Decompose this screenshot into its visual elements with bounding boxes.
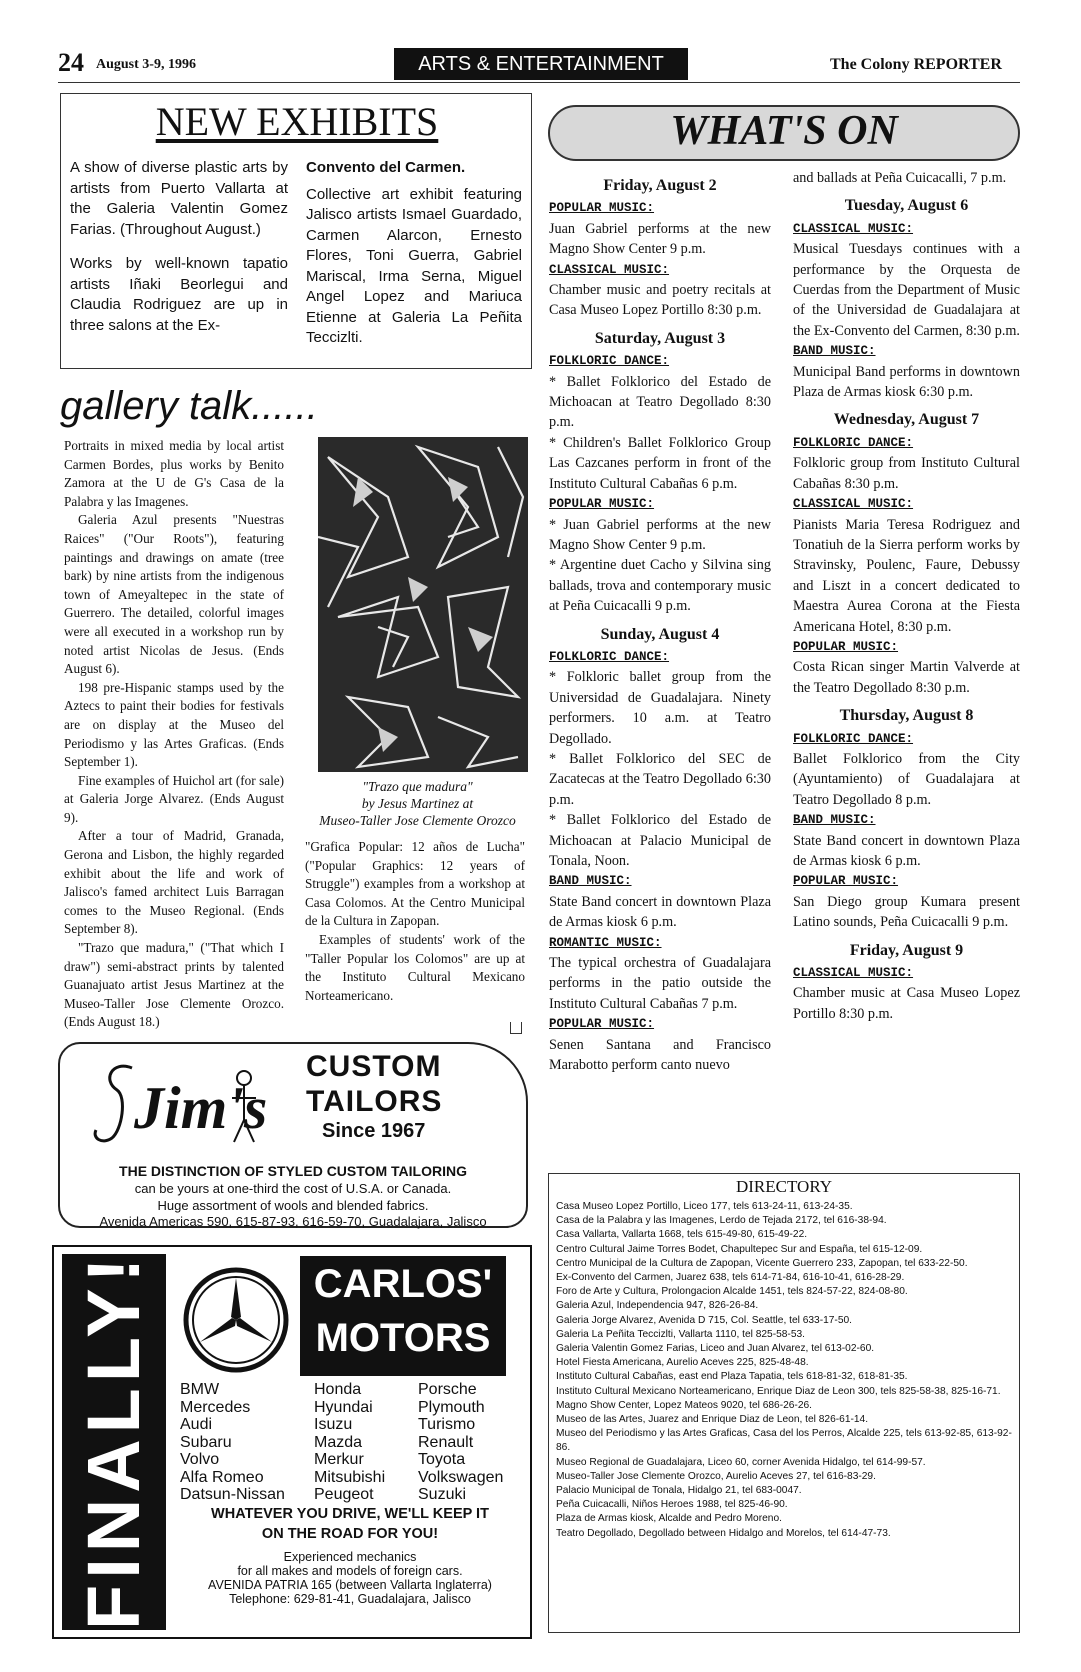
brand-name: Datsun-Nissan (180, 1486, 285, 1503)
brand-name: Honda (314, 1381, 362, 1398)
carlos-name: CARLOS' (313, 1262, 493, 1306)
gallery-talk-heading: gallery talk...... (60, 384, 318, 428)
event-listing: and ballads at Peña Cuicacalli, 7 p.m. (793, 170, 1007, 186)
event-day-heading: Saturday, August 3 (594, 329, 726, 347)
event-day-heading: Friday, August 9 (849, 941, 964, 959)
event-listing: The typical orchestra of Guadalajara performs in the patio outside the Instituto Cultural Cabañas 7 p.m. (549, 955, 771, 1012)
event-category: CLASSICAL MUSIC: (793, 497, 914, 512)
event-day-heading: Friday, August 2 (603, 177, 717, 194)
directory-entry: Plaza de Armas kiosk, Alcalde and Pedro Moreno. (556, 1513, 782, 1525)
event-category: ROMANTIC MUSIC: (549, 935, 662, 950)
mercedes-star-icon (178, 1262, 294, 1378)
caption-line: Museo-Taller Jose Clemente Orozco (319, 813, 516, 828)
brand-name: Subaru (180, 1433, 232, 1451)
tailors-label: TAILORS (306, 1085, 443, 1118)
event-listing: Ballet Folklorico from the City (Ayuntamiento) of Guadalajara at Teatro Degollado 8 p.m. (793, 750, 1020, 808)
directory-entry: Palacio Municipal de Tonala, Hidalgo 21, tel 683-0047. (556, 1485, 802, 1497)
gallery-talk-column-1 (64, 437, 284, 1032)
event-listing: Senen Santana and Francisco Marabotto perform canto nuevo (549, 1036, 771, 1074)
event-listing: * Children's Ballet Folklorico Group Las Cazcanes perform in front of the Instituto Cultural Cabañas 6 p.m. (549, 434, 771, 492)
carlos-tagline: ON THE ROAD FOR YOU! (261, 1526, 439, 1542)
gallery-talk-paragraph: Galeria Azul presents "Nuestras Raices" ("Our Roots"), featuring paintings and drawings on amate (tree bark) by nine artists from the indigenous town of Ameyaltepec in the state of Guerrero. The detailed, colorful images were all executed in a workshop run by noted artist Nicolas de Jesus. (Ends August 6). (64, 512, 284, 677)
directory-entry: Casa de la Palabra y las Imagenes, Lerdo de Tejada 2172, tel 616-38-94. (556, 1215, 887, 1227)
directory-entry: Instituto Cultural Mexicano Norteamericano, Enrique Diaz de Leon 300, tels 825-58-38, 825-16-71. (556, 1385, 1001, 1397)
event-listing: Chamber music and poetry recitals at Casa Museo Lopez Portillo 8:30 p.m. (549, 282, 771, 319)
svg-text:Jim's: Jim's (134, 1075, 268, 1141)
brand-name: Mitsubishi (314, 1468, 386, 1486)
brand-name: Mazda (314, 1433, 363, 1451)
newspaper-name: The Colony REPORTER (830, 56, 1002, 73)
new-exhibits-column-1 (70, 158, 288, 350)
event-category: POPULAR MUSIC: (549, 201, 655, 216)
gallery-talk-column-2 (305, 838, 525, 1005)
brand-name: Toyota (418, 1451, 466, 1468)
event-day-heading: Wednesday, August 7 (833, 411, 980, 429)
event-category: FOLKLORIC DANCE: (793, 435, 914, 450)
whats-on-column-1 (549, 168, 771, 1075)
custom-label: CUSTOM (306, 1050, 442, 1083)
event-listing: * Juan Gabriel performs at the new Magno Show Center 9 p.m. (549, 516, 771, 553)
whats-on-title: WHAT'S ON (670, 108, 898, 154)
new-exhibits-column-2 (306, 158, 522, 363)
brand-name: Alfa Romeo (180, 1468, 264, 1486)
event-category: CLASSICAL MUSIC: (793, 966, 914, 981)
motors-name: MOTORS (315, 1316, 491, 1360)
brand-list-2 (314, 1381, 385, 1504)
event-listing: Musical Tuesdays continues with a performance by the Orquesta de Cuerdas from the Department of Music of the Universidad de Guadalajara at the Ex-Convento del Carmen, 8:30 p.m. (793, 241, 1020, 339)
new-exhibits-paragraph: Works by well-known tapatio artists Iñaki Beorlegui and Claudia Rodriguez are up in three salons at the Ex- (70, 255, 288, 334)
brand-name: Audi (180, 1416, 213, 1433)
directory-entry: Casa Museo Lopez Portillo, Liceo 177, tels 613-24-11, 613-24-35. (556, 1201, 853, 1212)
event-listing: * Ballet Folklorico del SEC de Zacatecas at the Teatro Degollado 6:30 p.m. (549, 750, 771, 808)
issue-date: August 3-9, 1996 (96, 57, 196, 72)
carlos-address: AVENIDA PATRIA 165 (between Vallarta Inglaterra) (208, 1578, 492, 1592)
event-category: POPULAR MUSIC: (793, 639, 899, 654)
caption-line: by Jesus Martinez at (361, 796, 474, 811)
event-listing: State Band concert in downtown Plaza de Armas kiosk 6 p.m. (793, 832, 1020, 869)
directory-entry: Casa Vallarta, Vallarta 1668, tels 615-49-80, 615-49-22. (556, 1229, 808, 1241)
directory-entry: Foro de Arte y Cultura, Prolongacion Alcalde 1451, tels 824-57-22, 824-08-80. (556, 1286, 908, 1298)
directory-entry: Galeria Jorge Alvarez, Avenida D 715, Col. Seattle, tel 633-17-50. (556, 1314, 852, 1326)
event-category: POPULAR MUSIC: (549, 497, 655, 512)
event-listing: * Ballet Folklorico del Estado de Michoacan at Teatro Degollado 8:30 p.m. (549, 373, 771, 431)
brand-name: Suzuki (418, 1486, 467, 1503)
finally-text: FINALLY! (72, 1251, 155, 1630)
directory-entry: Museo-Taller Jose Clemente Orozco, Aurelio Aceves 27, tel 616-83-29. (556, 1470, 876, 1482)
since-label: Since 1967 (322, 1120, 426, 1142)
directory-list (556, 1200, 1016, 1541)
directory-entry: Galeria Azul, Independencia 947, 826-26-84. (556, 1300, 759, 1312)
event-category: FOLKLORIC DANCE: (549, 354, 670, 369)
directory-title: DIRECTORY (735, 1177, 833, 1196)
caption-line: "Trazo que madura" (362, 779, 473, 794)
new-exhibits-paragraph: Collective art exhibit featuring Jalisco artists Ismael Guardado, Carmen Alarcon, Ernesto Flores, Toni Guerra, Gabriel Mariscal, Irma Serna, Miguel Angel Lopez and Mariuca Etienne at Galeria La Peñita Teccizlti. (306, 185, 522, 346)
directory-entry: Ex-Convento del Carmen, Juarez 638, tels 614-71-84, 616-10-41, 616-28-29. (556, 1272, 905, 1284)
new-exhibits-paragraph: Convento del Carmen. (306, 159, 466, 176)
gallery-talk-paragraph: Portraits in mixed media by local artist Carmen Bordes, plus works by Benito Zamora at the U de G's Casa de la Palabra y las Imagenes. (64, 438, 284, 509)
directory-entry: Instituto Cultural Cabañas, east end Plaza Tapatia, tels 618-81-32, 618-81-35. (556, 1371, 908, 1383)
brand-name: Merkur (314, 1451, 364, 1468)
event-category: POPULAR MUSIC: (793, 874, 899, 889)
event-category: POPULAR MUSIC: (549, 1017, 655, 1032)
event-listing: * Folkloric ballet group from the Universidad de Guadalajara. Ninety performers. 10 a.m. at Teatro Degollado. (549, 669, 771, 747)
event-category: BAND MUSIC: (793, 813, 876, 828)
brand-name: Volkswagen (418, 1468, 504, 1486)
section-banner: ARTS & ENTERTAINMENT (394, 48, 688, 80)
gallery-talk-paragraph: 198 pre-Hispanic stamps used by the Aztecs to paint their bodies for festivals are on display at the Museo del Periodismo y las Artes Graficas. (Ends September 1). (64, 679, 284, 770)
event-listing: Chamber music at Casa Museo Lopez Portillo 8:30 p.m. (793, 985, 1020, 1022)
jims-body-line: can be yours at one-third the cost of U.S.A. or Canada. (134, 1181, 452, 1196)
event-listing: Pianists Maria Teresa Rodriguez and Tonatiuh de la Sierra perform works by Stravinsky, Poulenc, Faure, Debussy and Liszt in a concert dedicated to Maestra Aurea Corona at the Fiesta Americana Hotel, 8:30 p.m. (793, 516, 1020, 635)
brand-name: Hyundai (314, 1398, 373, 1416)
new-exhibits-paragraph: A show of diverse plastic arts by artists from Puerto Vallarta at the Galeria Valentin Gomez Farias. (Throughout August.) (70, 159, 288, 238)
event-day-heading: Sunday, August 4 (600, 625, 720, 643)
brand-name: Porsche (418, 1381, 477, 1398)
directory-entry: Hotel Fiesta Americana, Aurelio Aceves 225, 825-48-48. (556, 1357, 809, 1369)
new-exhibits-title: NEW EXHIBITS (155, 99, 439, 144)
event-category: CLASSICAL MUSIC: (549, 262, 670, 277)
brand-name: Volvo (180, 1451, 220, 1468)
gallery-talk-paragraph: "Grafica Popular: 12 años de Lucha" ("Popular Graphics: 12 years of Struggle") examples from a workshop at Casa Colomos. At the Centro Municipal de la Cultura in Zapopan. (305, 839, 525, 929)
directory-entry: Centro Cultural Jaime Torres Bodet, Chapultepec Sur and España, tel 615-12-09. (556, 1243, 923, 1255)
gallery-talk-paragraph: Fine examples of Huichol art (for sale) at Galeria Jorge Alvarez. (Ends August 9). (64, 772, 284, 825)
directory-entry: Magno Show Center, Lopez Mateos 9020, tel 686-26-26. (556, 1399, 812, 1411)
brand-name: Isuzu (314, 1416, 353, 1433)
event-listing: San Diego group Kumara present Latino sounds, Peña Cuicacalli 9 p.m. (793, 893, 1020, 931)
page-number: 24 (58, 48, 84, 77)
directory-entry: Centro Municipal de la Cultura de Zapopan, Vicente Guerrero 233, Zapopan, tel 633-22-50. (556, 1257, 968, 1269)
event-listing: State Band concert in downtown Plaza de Armas kiosk 6 p.m. (549, 893, 771, 931)
directory-entry: Peña Cuicacalli, Niños Heroes 1988, tel 825-46-90. (556, 1499, 788, 1511)
event-listing: Juan Gabriel performs at the new Magno Show Center 9 p.m. (549, 220, 771, 258)
brand-list-1 (180, 1381, 285, 1504)
directory-entry: Teatro Degollado, Degollado between Hidalgo and Morelos, tel 614-47-73. (556, 1527, 891, 1539)
event-day-heading: Tuesday, August 6 (844, 197, 969, 215)
event-category: BAND MUSIC: (793, 344, 876, 359)
jims-address: Avenida Americas 590, 615-87-93, 616-59-70, Guadalajara, Jalisco (99, 1214, 487, 1229)
story-end-icon (510, 1022, 522, 1034)
event-category: FOLKLORIC DANCE: (793, 731, 914, 746)
directory-entry: Museo Regional de Guadalajara, Liceo 60, corner Avenida Hidalgo, tel 614-99-57. (556, 1456, 926, 1468)
brand-name: BMW (180, 1381, 220, 1398)
carlos-phone: Telephone: 629-81-41, Guadalajara, Jalisco (229, 1592, 471, 1606)
directory-entry: Museo de las Artes, Juarez and Enrique Diaz de Leon, tel 826-61-14. (556, 1414, 869, 1426)
jims-body-line: Huge assortment of wools and blended fabrics. (157, 1198, 429, 1213)
event-listing: Costa Rican singer Martin Valverde at the Teatro Degollado 8:30 p.m. (793, 659, 1020, 696)
brand-name: Renault (418, 1433, 474, 1451)
distinction-line: THE DISTINCTION OF STYLED CUSTOM TAILORING (119, 1163, 467, 1179)
gallery-talk-paragraph: After a tour of Madrid, Granada, Gerona and Lisbon, the highly regarded exhibit about the life and work of Jalisco's famed architect Luis Barragan comes to the Museo Regional. (Ends September 8). (64, 828, 284, 937)
jims-logo-icon (72, 1050, 272, 1150)
brand-name: Mercedes (180, 1398, 251, 1416)
event-category: FOLKLORIC DANCE: (549, 649, 670, 664)
directory-entry: Museo del Periodismo y las Artes Graficas, Casa del los Perros, Alcalde 225, tels 613-92-85, 613-92-86. (556, 1428, 1012, 1454)
event-listing: Municipal Band performs in downtown Plaza de Armas kiosk 6:30 p.m. (793, 363, 1020, 401)
carlos-detail: for all makes and models of foreign cars. (237, 1564, 463, 1578)
event-category: BAND MUSIC: (549, 874, 632, 889)
gallery-talk-paragraph: Examples of students' work of the "Taller Popular los Colomos" are up at the Instituto Cultural Mexicano Norteamericano. (305, 931, 525, 1003)
brand-name: Turismo (418, 1416, 476, 1433)
event-day-heading: Thursday, August 8 (839, 707, 974, 725)
event-listing: * Ballet Folklorico del Estado de Michoacan at Palacio Municipal de Tonala, Noon. (549, 812, 771, 869)
carlos-detail: Experienced mechanics (283, 1550, 417, 1564)
artwork-print-image (318, 437, 528, 772)
brand-name: Plymouth (418, 1398, 485, 1416)
event-category: CLASSICAL MUSIC: (793, 221, 914, 236)
artwork-caption (300, 778, 535, 829)
brand-list-3 (418, 1381, 503, 1504)
header-rule (58, 82, 1020, 83)
carlos-tagline: WHATEVER YOU DRIVE, WE'LL KEEP IT (211, 1506, 489, 1522)
brand-name: Peugeot (314, 1486, 374, 1503)
directory-entry: Galeria La Peñita Teccizlti, Vallarta 1110, tel 825-58-53. (556, 1328, 805, 1340)
whats-on-column-2 (793, 168, 1020, 1024)
event-listing: * Argentine duet Cacho y Silvina sing ballads, trova and contemporary music at Peña Cuicacalli 9 p.m. (549, 557, 771, 615)
directory-entry: Galeria Valentin Gomez Farias, Liceo and Juan Alvarez, tel 613-02-60. (556, 1343, 875, 1355)
event-listing: Folkloric group from Instituto Cultural Cabañas 8:30 p.m. (793, 455, 1020, 492)
gallery-talk-paragraph: "Trazo que madura," ("That which I draw") semi-abstract prints by talented Guanajuato artist Jesus Martinez at the Museo-Taller Jose Clemente Orozco. (Ends August 18.) (64, 940, 284, 1030)
